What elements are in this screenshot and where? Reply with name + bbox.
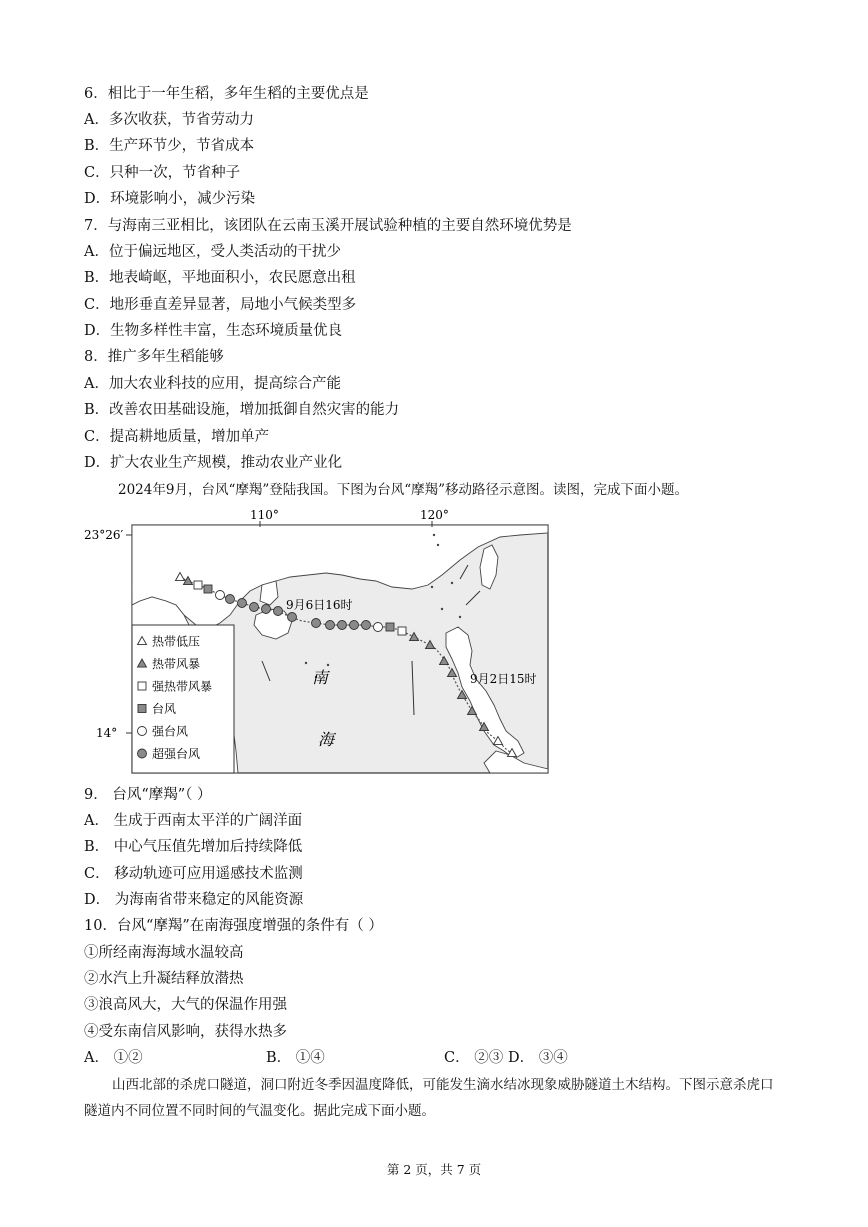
legend-filled-circle-icon — [138, 749, 147, 758]
option-d: D． 为海南省带来稳定的风能资源 — [84, 892, 304, 908]
filled-square-marker — [204, 585, 212, 593]
options-row — [84, 1049, 568, 1067]
filled-circle-marker — [262, 605, 271, 614]
question-stem: 7．与海南三亚相比，该团队在云南玉溪开展试验种植的主要自然环境优势是 — [84, 218, 572, 234]
option-b: B．地表崎岖，平地面积小，农民愿意出租 — [84, 270, 356, 286]
legend-label: 台风 — [152, 702, 177, 716]
lon-label-110: 110° — [250, 508, 279, 522]
open-circle-marker — [216, 591, 225, 600]
option-c: C．提高耕地质量，增加单产 — [84, 429, 270, 445]
legend-label: 强台风 — [152, 724, 189, 739]
typhoon-intro: 2024年9月，台风“摩羯”登陆我国。下图为台风“摩羯”移动路径示意图。读图，完成下面小题。 — [118, 482, 689, 498]
open-square-marker — [398, 627, 406, 635]
filled-circle-marker — [350, 621, 359, 630]
tunnel-intro — [84, 1072, 784, 1124]
typhoon-track-map — [80, 505, 560, 780]
option-d: D． ③④ — [508, 1050, 568, 1066]
option-b: B．改善农田基础设施，增加抵御自然灾害的能力 — [84, 402, 400, 418]
legend-filled-square-icon — [138, 705, 146, 713]
legend-label: 热带低压 — [152, 634, 201, 649]
option-a: A．加大农业科技的应用，提高综合产能 — [84, 376, 341, 392]
page-footer: 第 2 页，共 7 页 — [386, 1162, 482, 1177]
open-circle-marker — [374, 623, 383, 632]
filled-circle-marker — [250, 603, 259, 612]
statement-3: ③浪高风大，大气的保温作用强 — [84, 997, 287, 1013]
tunnel-intro-text: 山西北部的杀虎口隧道，洞口附近冬季因温度降低，可能发生滴水结冰现象威胁隧道土木结构。下图示意杀虎口隧道内不同位置不同时间的气温变化。据此完成下面小题。 — [84, 1077, 774, 1119]
annotation-sep6: 9月6日16时 — [286, 598, 353, 612]
option-a: A．多次收获，节省劳动力 — [84, 112, 254, 128]
filled-circle-marker — [362, 621, 371, 630]
option-d: D．环境影响小，减少污染 — [84, 191, 256, 207]
filled-circle-marker — [288, 613, 297, 622]
legend-open-square-icon — [138, 682, 146, 690]
legend-open-circle-icon — [138, 727, 147, 736]
option-b: B． ①④ — [266, 1050, 325, 1066]
legend-label: 超强台风 — [152, 747, 201, 761]
legend-label: 强热带风暴 — [152, 679, 213, 694]
option-a: A．位于偏远地区，受人类活动的干扰少 — [84, 244, 341, 260]
question-stem: 6．相比于一年生稻，多年生稻的主要优点是 — [84, 86, 369, 102]
filled-circle-marker — [338, 621, 347, 630]
option-a: A． ①② — [84, 1050, 143, 1066]
filled-circle-marker — [238, 599, 247, 608]
option-c: C．地形垂直差异显著，局地小气候类型多 — [84, 297, 357, 313]
option-c: C． 移动轨迹可应用遥感技术监测 — [84, 866, 303, 882]
filled-square-marker — [386, 623, 394, 631]
option-d: D．生物多样性丰富，生态环境质量优良 — [84, 323, 343, 339]
statement-1: ①所经南海海域水温较高 — [84, 945, 244, 961]
option-d: D．扩大农业生产规模，推动农业产业化 — [84, 455, 343, 471]
lat-label-2326: 23°26′ — [84, 528, 124, 542]
question-stem: 9． 台风“摩羯”（ ） — [84, 787, 212, 803]
option-c: C．只种一次，节省种子 — [84, 165, 241, 181]
option-b: B．生产环节少，节省成本 — [84, 138, 255, 154]
filled-circle-marker — [226, 595, 235, 604]
filled-circle-marker — [274, 607, 283, 616]
open-square-marker — [194, 581, 202, 589]
sea-label-sea: 海 — [318, 730, 335, 749]
filled-circle-marker — [312, 619, 321, 628]
question-stem: 10．台风“摩羯”在南海强度增强的条件有（ ） — [84, 918, 383, 934]
option-c: C． ②③ — [444, 1050, 504, 1066]
question-stem: 8．推广多年生稻能够 — [84, 349, 224, 365]
filled-circle-marker — [326, 621, 335, 630]
statement-2: ②水汽上升凝结释放潜热 — [84, 971, 244, 987]
lat-label-14: 14° — [96, 726, 118, 740]
statement-4: ④受东南信风影响，获得水热多 — [84, 1024, 287, 1040]
option-a: A． 生成于西南太平洋的广阔洋面 — [84, 813, 303, 829]
annotation-sep2: 9月2日15时 — [470, 672, 537, 686]
sea-label-south: 南 — [312, 668, 329, 687]
map-svg — [80, 505, 560, 780]
option-b: B． 中心气压值先增加后持续降低 — [84, 839, 303, 855]
lon-label-120: 120° — [420, 508, 449, 522]
legend-label: 热带风暴 — [152, 657, 201, 671]
